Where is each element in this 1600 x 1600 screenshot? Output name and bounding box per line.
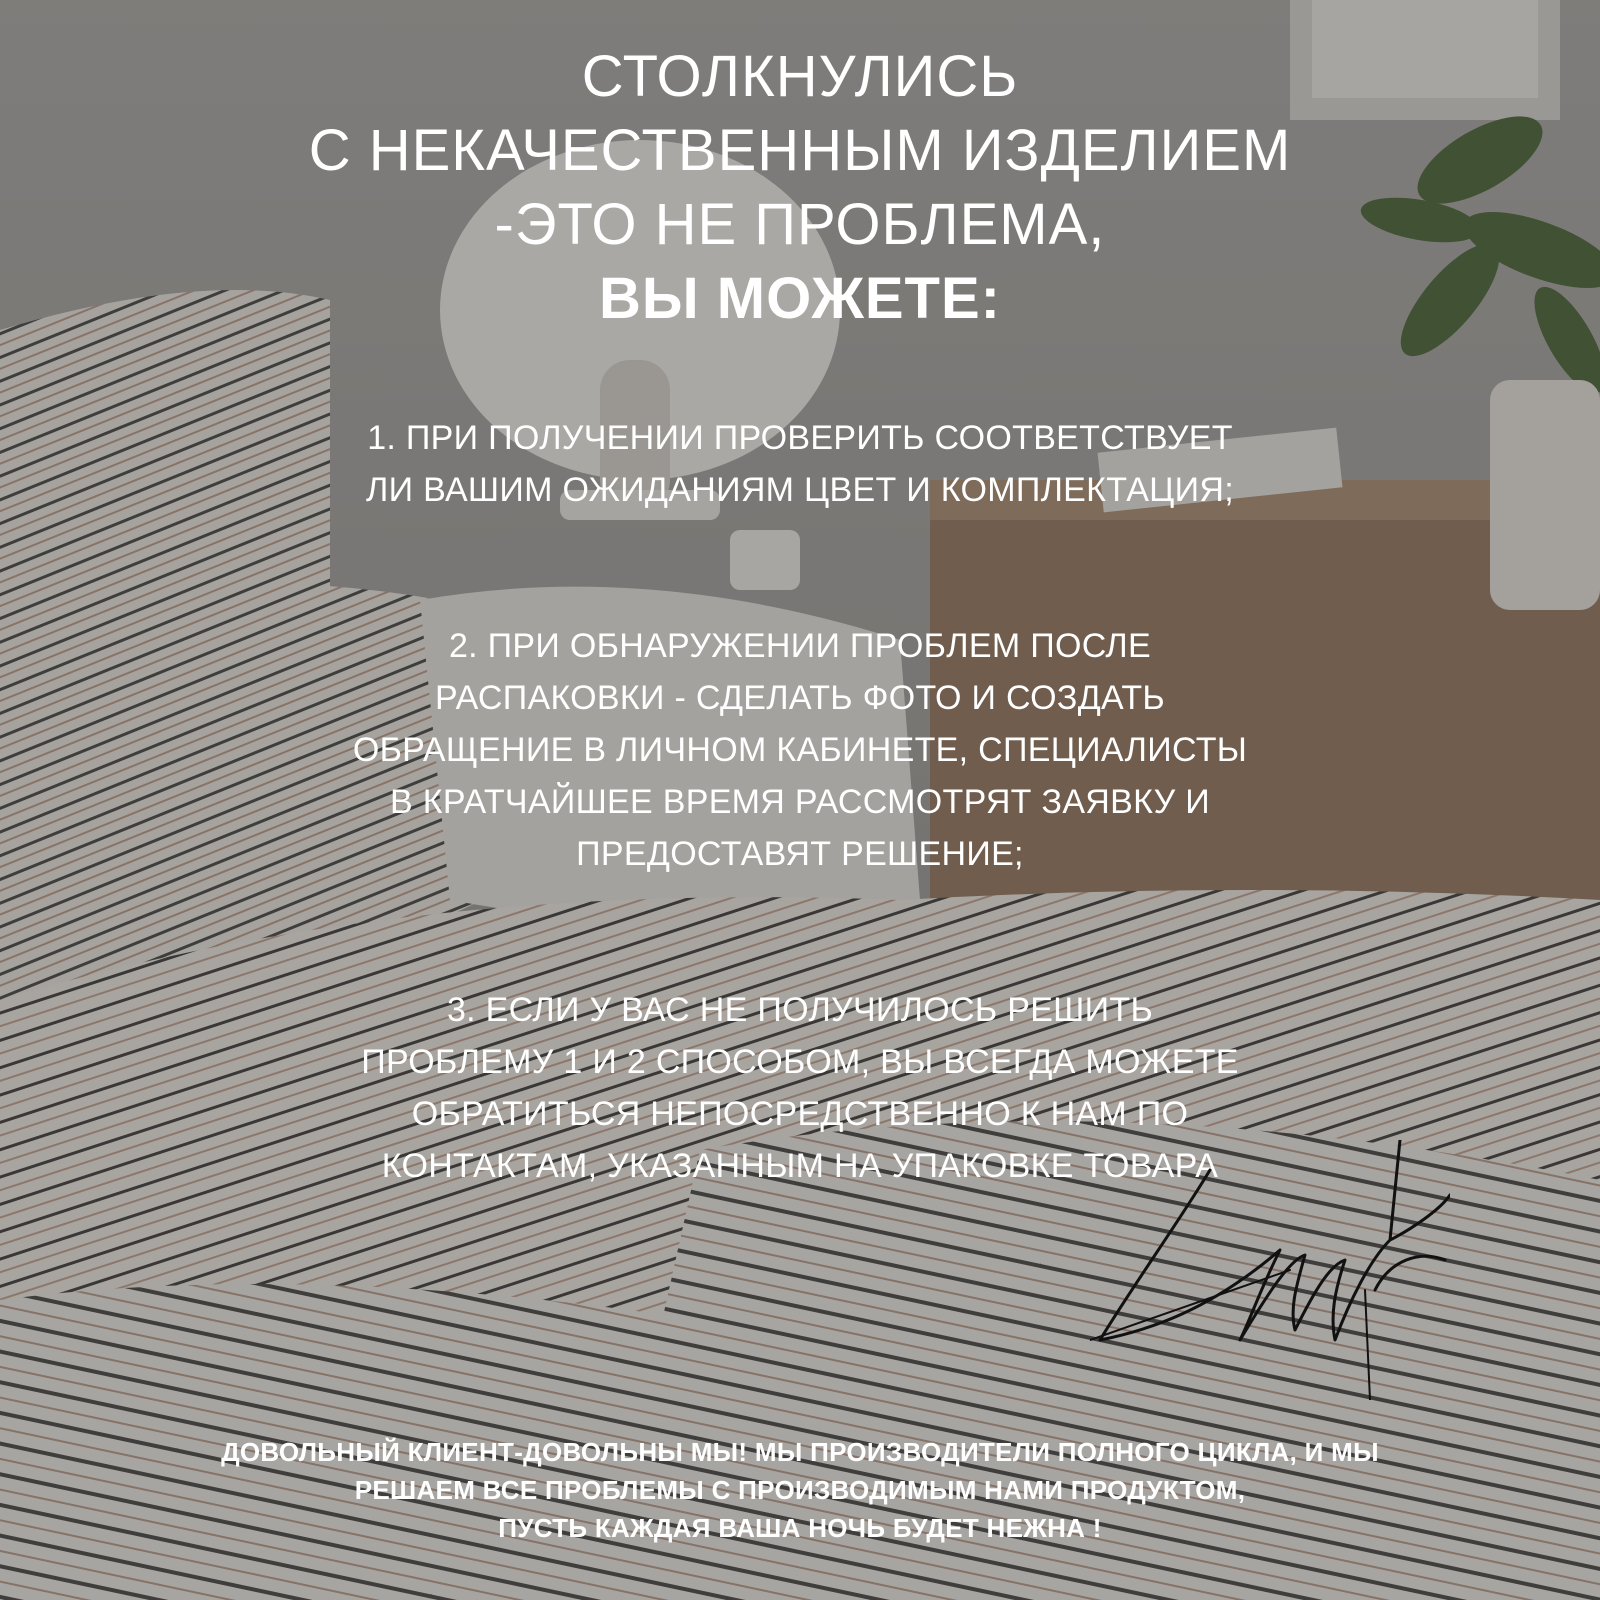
headline-emphasis: ВЫ МОЖЕТЕ: — [599, 266, 1001, 331]
step-1-line: ЛИ ВАШИМ ОЖИДАНИЯМ ЦВЕТ И КОМПЛЕКТАЦИЯ; — [366, 471, 1234, 509]
step-3-line: ОБРАТИТЬСЯ НЕПОСРЕДСТВЕННО К НАМ ПО — [411, 1095, 1189, 1133]
headline — [0, 40, 1600, 336]
headline-line: -ЭТО НЕ ПРОБЛЕМА, — [494, 192, 1106, 257]
step-3-line: КОНТАКТАМ, УКАЗАННЫМ НА УПАКОВКЕ ТОВАРА — [381, 1147, 1219, 1185]
footer-line: РЕШАЕМ ВСЕ ПРОБЛЕМЫ С ПРОИЗВОДИМЫМ НАМИ ПРОДУКТОМ, — [354, 1475, 1246, 1505]
signature — [1090, 1140, 1450, 1400]
step-2-line: ОБРАЩЕНИЕ В ЛИЧНОМ КАБИНЕТЕ, СПЕЦИАЛИСТЫ — [352, 731, 1248, 769]
step-2-line: РАСПАКОВКИ - СДЕЛАТЬ ФОТО И СОЗДАТЬ — [434, 679, 1166, 717]
footer-line: ДОВОЛЬНЫЙ КЛИЕНТ-ДОВОЛЬНЫ МЫ! МЫ ПРОИЗВОДИТЕЛИ ПОЛНОГО ЦИКЛА, И МЫ — [221, 1437, 1379, 1467]
footer-note — [60, 1433, 1540, 1547]
headline-line: СТОЛКНУЛИСЬ — [581, 44, 1019, 109]
step-3-line: 3. ЕСЛИ У ВАС НЕ ПОЛУЧИЛОСЬ РЕШИТЬ — [446, 991, 1154, 1029]
step-2-line: В КРАТЧАЙШЕЕ ВРЕМЯ РАССМОТРЯТ ЗАЯВКУ И — [389, 783, 1211, 821]
step-2-line: ПРЕДОСТАВЯТ РЕШЕНИЕ; — [576, 835, 1024, 873]
step-2-line: 2. ПРИ ОБНАРУЖЕНИИ ПРОБЛЕМ ПОСЛЕ — [448, 627, 1152, 665]
step-3-line: ПРОБЛЕМУ 1 И 2 СПОСОБОМ, ВЫ ВСЕГДА МОЖЕТЕ — [361, 1043, 1239, 1081]
step-2 — [240, 620, 1360, 880]
step-1 — [240, 412, 1360, 516]
step-1-line: 1. ПРИ ПОЛУЧЕНИИ ПРОВЕРИТЬ СООТВЕТСТВУЕТ — [367, 419, 1233, 457]
footer-line: ПУСТЬ КАЖДАЯ ВАША НОЧЬ БУДЕТ НЕЖНА ! — [498, 1513, 1102, 1543]
headline-line: С НЕКАЧЕСТВЕННЫМ ИЗДЕЛИЕМ — [308, 118, 1292, 183]
